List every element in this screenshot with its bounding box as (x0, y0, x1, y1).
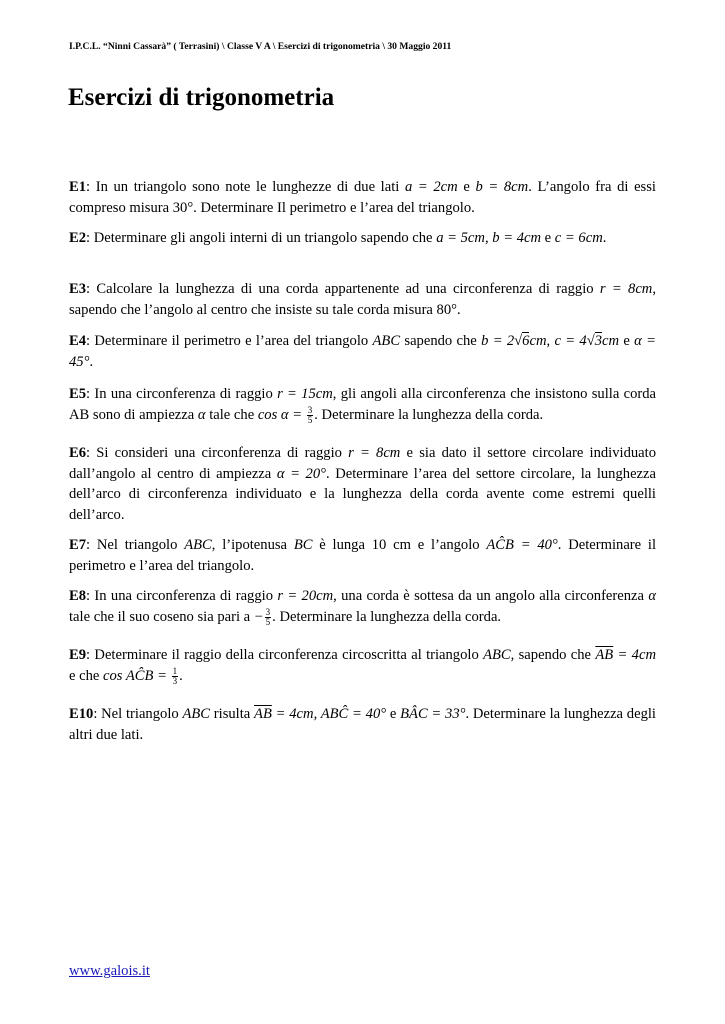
math-expr: = 4cm (613, 647, 656, 663)
exercise-text: : In una circonferenza di raggio (86, 386, 278, 402)
fraction-denominator: 3 (172, 675, 178, 686)
exercise-text: : Nel triangolo (93, 706, 183, 722)
exercise-text: è lunga 10 cm e l’angolo (312, 537, 487, 553)
exercise-text: , l’ipotenusa (211, 537, 294, 553)
page-title: Esercizi di trigonometria (68, 84, 335, 111)
math-expr: cos AĈB = (103, 667, 171, 684)
exercise-label: E1 (69, 179, 87, 195)
exercise-text: e (541, 230, 555, 246)
exercise-text: . Determinare l’area del settore circolare, la lunghezza dell’arco di circonferenza individuato e la lunghezza della corda avente come estremi quelli dell’arco. (69, 465, 656, 523)
exercise-text: , sapendo che l’angolo al centro che insiste su tale corda misura 80°. (69, 281, 656, 318)
exercise-label: E8 (69, 588, 87, 604)
exercise-text: tale che il suo coseno sia pari a (69, 608, 254, 625)
math-expr: r = 20cm (277, 588, 334, 604)
exercise-text: , (546, 333, 555, 349)
exercise-text: : In una circonferenza di raggio (86, 588, 278, 604)
exercise-text: . Determinare la lunghezza della corda. (314, 406, 544, 423)
exercise-text: e (457, 179, 476, 195)
math-expr: b = 8cm (475, 179, 529, 195)
exercise-9 (69, 645, 656, 686)
math-expr: a = 5cm (436, 230, 485, 246)
exercise-text: e (619, 333, 635, 349)
exercise-text: , (484, 230, 493, 246)
exercise-4: E4: Determinare il perimetro e l’area del triangolo ABC sapendo che b = 2√6cm, c = 4√3cm e α = 45°. (69, 333, 656, 370)
exercise-text: . (602, 230, 607, 246)
math-expr: α = 45° (69, 333, 656, 370)
exercise-1 (69, 177, 656, 218)
math-expr: b = 4cm (492, 230, 542, 246)
exercise-label: E10 (69, 706, 94, 722)
sqrt-radicand: 3 (594, 333, 603, 349)
fraction (265, 608, 272, 627)
math-expr: BÂC = 33° (400, 706, 466, 722)
math-overline-segment: $\overline{AB}$ (595, 647, 614, 663)
math-expr: b = 2 (481, 333, 515, 349)
math-expr: ABC (184, 537, 212, 553)
exercise-text: risulta (210, 706, 255, 722)
math-overline-segment: $\overline{AB}$ (254, 706, 272, 722)
exercise-text: : Calcolare la lunghezza di una corda appartenente ad una circonferenza di raggio (86, 281, 600, 297)
math-expr: r = 15cm (277, 386, 333, 402)
exercise-label: E5 (69, 386, 87, 402)
math-expr: c = 4 (554, 333, 587, 349)
math-expr: α = 20° (276, 465, 326, 482)
exercise-text: , sapendo che (510, 647, 596, 663)
math-expr: r = 8cm (599, 281, 653, 297)
fraction (172, 667, 179, 686)
exercise-label: E6 (69, 445, 87, 461)
exercise-text: tale che (205, 406, 258, 423)
exercise-5 (69, 384, 656, 425)
fraction (307, 406, 314, 425)
exercise-label: E7 (69, 537, 87, 553)
exercise-2 (69, 228, 656, 249)
math-expr: − (253, 608, 264, 625)
exercise-text: e sia dato il settore circolare individuato dall’angolo al centro di ampiezza (69, 445, 656, 482)
footer-link[interactable]: www.galois.it (69, 963, 150, 979)
math-expr: c = 6cm (554, 230, 603, 246)
math-expr: AĈB = 40° (486, 537, 558, 553)
exercise-7 (69, 535, 656, 576)
exercise-3 (69, 279, 656, 320)
math-expr: ABC (182, 706, 211, 722)
exercise-text: : Nel triangolo (86, 537, 185, 553)
exercise-text: , gli angoli alla circonferenza che insistono sulla corda AB sono di ampiezza (69, 386, 656, 423)
page-header: I.P.C.L. “Ninni Cassarà” ( Terrasini) \ Classe V A \ Esercizi di trigonometria \ 30 Maggio 2011 (69, 41, 452, 52)
math-expr: α (197, 406, 206, 423)
math-expr: cm (602, 333, 620, 349)
exercise-text: : Determinare il raggio della circonferenza circoscritta al triangolo (86, 647, 484, 663)
exercise-text: sapendo che (400, 333, 482, 349)
math-expr: a = 2cm (404, 179, 458, 195)
exercise-text: . L’angolo fra di essi compreso misura 30°. Determinare Il perimetro e l’area del triangolo. (69, 179, 656, 216)
fraction-numerator: 3 (307, 404, 313, 415)
sqrt-radicand: 6 (522, 333, 530, 349)
math-expr: ABC (483, 647, 511, 663)
fraction-numerator: 3 (265, 606, 271, 617)
exercise-text: e che (69, 667, 104, 684)
exercise-text: . Determinare il perimetro e l’area del triangolo. (69, 537, 657, 574)
exercise-8 (69, 586, 656, 627)
math-expr: r = 8cm (348, 445, 401, 461)
exercise-text: : In un triangolo sono note le lunghezze di due lati (86, 179, 405, 195)
math-expr: α (648, 588, 656, 604)
exercise-text: e (386, 706, 401, 722)
exercise-text: . (179, 667, 183, 684)
exercise-10 (69, 704, 656, 745)
exercise-label: E2 (69, 230, 87, 246)
exercise-text: , una corda è sottesa da un angolo alla circonferenza (333, 588, 649, 604)
exercise-6 (69, 443, 656, 525)
math-expr: BC (293, 537, 313, 553)
math-expr: ABC (372, 333, 401, 349)
math-expr: cm (529, 333, 547, 349)
exercise-label: E3 (69, 281, 87, 297)
fraction-denominator: 5 (307, 414, 313, 425)
exercise-text: . Determinare la lunghezza degli altri due lati. (69, 706, 656, 743)
exercise-text: : Determinare gli angoli interni di un triangolo sapendo che (86, 230, 437, 246)
fraction-numerator: 1 (172, 665, 178, 676)
fraction-denominator: 5 (265, 616, 271, 627)
exercise-text: . Determinare la lunghezza della corda. (272, 608, 502, 625)
math-expr: cos α = (257, 406, 306, 423)
exercise-label: E4 (69, 333, 87, 349)
exercise-text: : Si consideri una circonferenza di raggio (86, 445, 349, 461)
math-expr: = 4cm, ABĈ = 40° (271, 706, 387, 722)
exercise-label: E9 (69, 647, 87, 663)
exercise-text: : Determinare il perimetro e l’area del triangolo (86, 333, 373, 349)
exercise-text: . (89, 353, 94, 370)
